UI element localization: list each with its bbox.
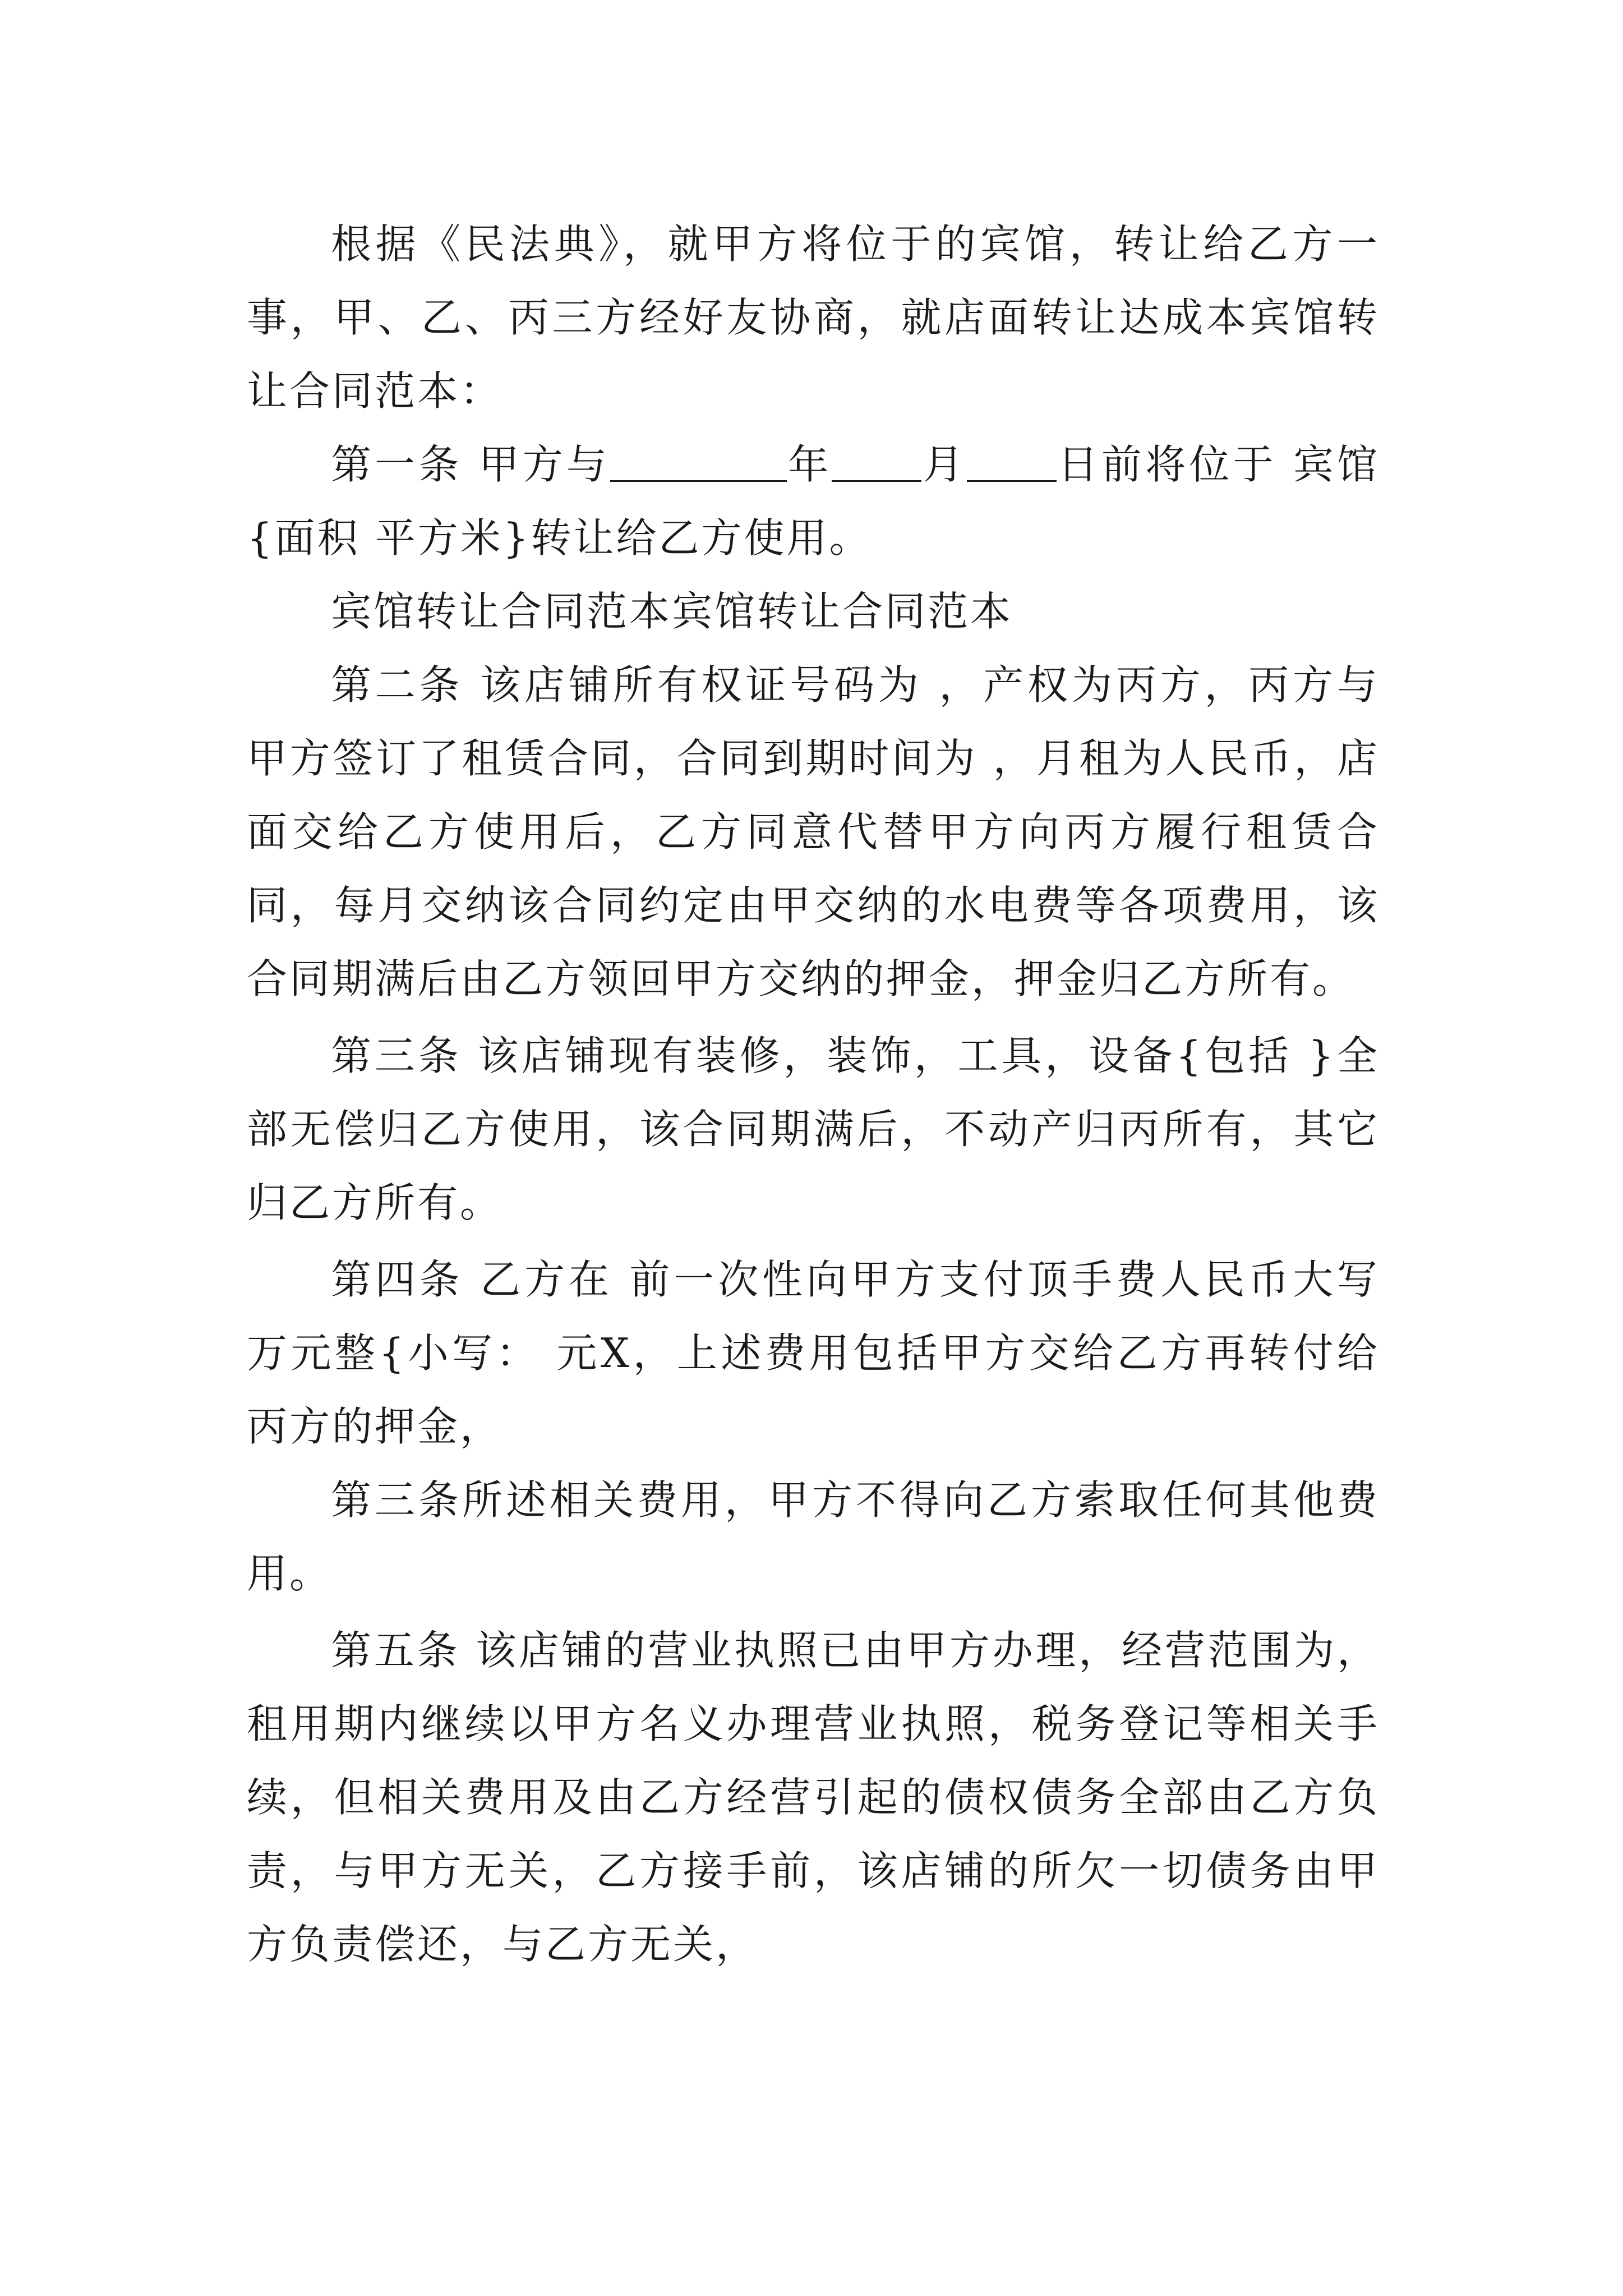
paragraph-intro: 根据《民法典》，就甲方将位于的宾馆，转让给乙方一事，甲、乙、丙三方经好友协商，就店面转让达成本宾馆转让合同范本： [247,220,1380,415]
paragraph-article-4: 第四条 乙方在 前一次性向甲方支付顶手费人民币大写 万元整{小写： 元X，上述费用包括甲方交给乙方再转付给丙方的押金， [247,1256,1380,1450]
article-1-month: 月 [921,441,967,488]
paragraph-article-2: 第二条 该店铺所有权证号码为 ，产权为丙方，丙方与甲方签订了租赁合同，合同到期时间为 ，月租为人民币，店面交给乙方使用后，乙方同意代替甲方向丙方履行租赁合同，每月交纳该合同约定由甲交纳的水电费等各项费用，该合同期满后由乙方领回甲方交纳的押金，押金归乙方所有。 [247,661,1380,1002]
paragraph-article-1 [247,428,1380,575]
blank-month [832,447,921,482]
paragraph-article-3-fees: 第三条所述相关费用，甲方不得向乙方索取任何其他费用。 [247,1476,1380,1597]
paragraph-article-3: 第三条 该店铺现有装修，装饰，工具，设备{包括 }全部无偿归乙方使用，该合同期满后，不动产归丙所有，其它归乙方所有。 [247,1032,1380,1226]
paragraph-repeat-title: 宾馆转让合同范本宾馆转让合同范本 [331,588,1013,635]
article-1-rest: 日前将位于 宾馆{面积 平方米}转让给乙方使用。 [247,441,1380,562]
paragraph-article-5: 第五条 该店铺的营业执照已由甲方办理，经营范围为，租用期内继续以甲方名义办理营业执照，税务登记等相关手续，但相关费用及由乙方经营引起的债权债务全部由乙方负责，与甲方无关，乙方接手前，该店铺的所欠一切债务由甲方负责偿还，与乙方无关， [247,1627,1380,1968]
document-body [247,208,1380,1981]
article-1-lead: 第一条 甲方与 [331,441,611,488]
article-1-year: 年 [787,441,832,488]
blank-year [610,447,787,482]
blank-day [967,447,1057,482]
